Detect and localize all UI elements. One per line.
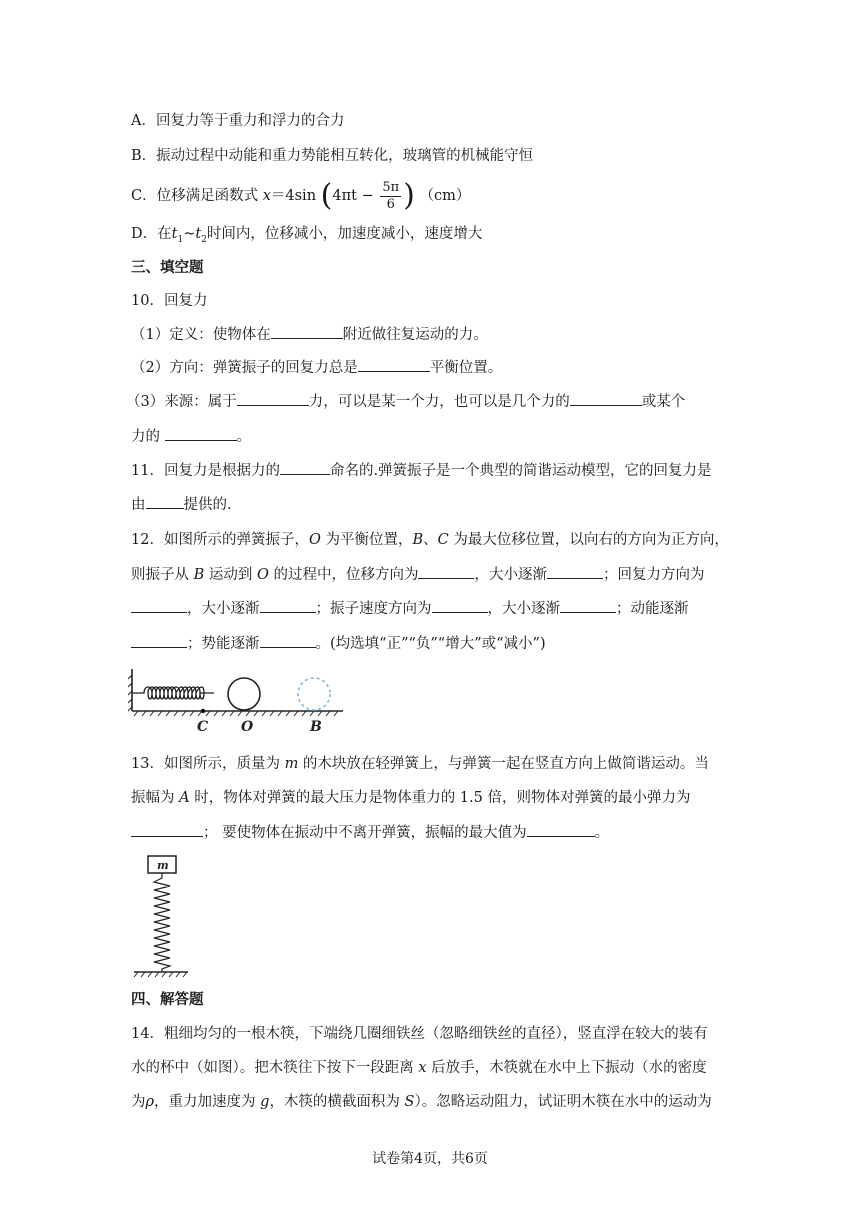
option-d-pre: D．在 [131, 226, 172, 242]
point-c [201, 709, 205, 713]
var-o: O [256, 567, 269, 583]
var-rho: ρ [145, 1094, 155, 1110]
option-d-post: 时间内，位移减小，加速度减小，速度增大 [206, 226, 483, 242]
q12-l4a: ；势能逐渐 [187, 636, 260, 652]
option-c-eq: ＝4sin [270, 188, 317, 204]
q12-l3a: ，大小逐渐 [187, 601, 260, 617]
q10-line2 [131, 357, 502, 378]
q10-l4a: 力的 [131, 429, 165, 445]
var-x: x [418, 1060, 427, 1076]
q10-l1a: （1）定义：使物体在 [131, 327, 271, 343]
answer-blank[interactable] [418, 564, 474, 579]
answer-blank[interactable] [131, 598, 187, 613]
option-a: A．回复力等于重力和浮力的合力 [131, 113, 345, 129]
q12-l3b: ；振子速度方向为 [315, 601, 432, 617]
q11-l1a: 11．回复力是根据力的 [131, 463, 280, 479]
q14-l3c: ，木筷的横截面积为 [269, 1094, 405, 1110]
q12-l2a: 则振子从 [131, 567, 194, 583]
q10-line1 [131, 324, 488, 345]
q14-l2a: 水的杯中（如图）。把木筷往下按下一段距离 [131, 1060, 419, 1076]
answer-blank[interactable] [237, 391, 309, 406]
q12-l2e: ；回复力方向为 [602, 567, 705, 583]
var-x: x [262, 188, 271, 204]
vertical-spring-figure [128, 852, 194, 980]
sub-2: 2 [201, 234, 207, 245]
vertical-spring [154, 873, 170, 972]
answer-blank[interactable] [527, 822, 595, 837]
label-c: C [197, 719, 209, 735]
answer-blank[interactable] [271, 324, 343, 339]
answer-blank[interactable] [260, 633, 316, 648]
answer-blank[interactable] [131, 822, 203, 837]
tilde: ~ [183, 226, 196, 242]
q14-line3 [131, 1092, 712, 1112]
q11-line2 [131, 494, 232, 515]
q12-line2 [131, 564, 704, 585]
q10-l2b: 平衡位置。 [429, 360, 503, 376]
q10-l3b: 力，可以是某一个力，也可以是几个力的 [308, 394, 570, 410]
q13-l1b: 的木块放在轻弹簧上，与弹簧一起在竖直方向上做简谐运动。当 [298, 756, 709, 772]
q12-l2c: 的过程中，位移方向为 [268, 567, 419, 583]
q12-text: 为平衡位置， [320, 532, 413, 548]
q10-l3a: （3）来源：属于 [126, 394, 237, 410]
var-s: S [404, 1094, 415, 1110]
q10-l3c: 或某个 [641, 394, 686, 410]
q14-line1: 14．粗细均匀的一根木筷，下端绕几圈细铁丝（忽略细铁丝的直径），竖直浮在较大的装有 [131, 1026, 708, 1042]
label-m: m [157, 859, 169, 872]
q10-title: 10．回复力 [131, 293, 208, 309]
var-b: B [412, 532, 424, 548]
option-c [131, 178, 470, 214]
ball [228, 678, 260, 710]
answer-blank[interactable] [432, 598, 488, 613]
page-footer: 试卷第4页，共6页 [372, 1151, 488, 1167]
option-c-prefix: C．位移满足函数式 [131, 188, 259, 204]
answer-blank[interactable] [547, 564, 603, 579]
var-c: C [437, 532, 449, 548]
q12-l2d: ，大小逐渐 [474, 567, 547, 583]
answer-blank[interactable] [570, 391, 642, 406]
var-t1: t [171, 226, 178, 242]
answer-blank[interactable] [146, 494, 184, 509]
q10-line4 [131, 426, 251, 447]
answer-blank[interactable] [165, 426, 237, 441]
q13-l3a: ； 要使物体在振动中不离开弹簧，振幅的最大值为 [203, 825, 527, 841]
q12-l2b: 运动到 [204, 567, 257, 583]
q11-l2a: 由 [131, 497, 146, 513]
q10-l2a: （2）方向：弹簧振子的回复力总是 [131, 360, 358, 376]
ball-max-displacement [298, 678, 330, 710]
var-m: m [284, 756, 299, 772]
var-b: B [193, 567, 205, 583]
var-a: A [179, 790, 190, 806]
left-paren: ( [320, 178, 333, 213]
q12-line1 [131, 530, 729, 550]
fraction-numerator: 5π [382, 179, 400, 195]
q12-line3 [131, 598, 689, 619]
q13-line2 [131, 788, 690, 808]
answer-blank[interactable] [260, 598, 316, 613]
q13-l3b: 。 [594, 825, 610, 841]
section-fill-in: 三、填空题 [131, 259, 204, 276]
option-b: B．振动过程中动能和重力势能相互转化，玻璃管的机械能守恒 [131, 148, 534, 164]
q13-l2a: 振幅为 [131, 790, 180, 806]
q12-text: 、 [423, 532, 438, 548]
label-b: B [310, 719, 322, 735]
var-g: g [260, 1094, 270, 1110]
label-o: O [241, 719, 254, 735]
var-o: O [308, 532, 321, 548]
q12-text: 12．如图所示的弹簧振子， [131, 532, 309, 548]
fraction-5pi-6 [380, 180, 401, 213]
q14-line2 [131, 1058, 707, 1078]
q13-line3 [131, 822, 609, 843]
q12-l3c: ，大小逐渐 [487, 601, 560, 617]
answer-blank[interactable] [560, 598, 616, 613]
section-answer: 四、解答题 [131, 991, 204, 1008]
answer-blank[interactable] [280, 460, 330, 475]
spring [132, 687, 214, 699]
q14-l3b: ，重力加速度为 [154, 1094, 261, 1110]
q12-text: 为最大位移位置，以向右的方向为正方向， [448, 532, 729, 548]
q11-line1 [131, 460, 712, 481]
q10-line3 [126, 391, 685, 412]
sub-1: 1 [177, 234, 184, 245]
q12-line4 [131, 633, 546, 654]
option-c-unit: （cm） [419, 188, 471, 204]
q11-l1b: 命名的.弹簧振子是一个典型的简谐运动模型，它的回复力是 [329, 463, 712, 479]
answer-blank[interactable] [358, 357, 430, 372]
q14-l3a: 为 [131, 1094, 146, 1110]
spring-oscillator-figure [128, 667, 348, 735]
right-paren: ) [403, 178, 415, 213]
q11-l2b: 提供的. [183, 497, 232, 513]
var-t2: t [195, 226, 202, 242]
q13-l2b: 时，物体对弹簧的最大压力是物体重力的 1.5 倍，则物体对弹簧的最小弹力为 [189, 790, 691, 806]
answer-blank[interactable] [131, 633, 187, 648]
q12-l4b: 。(均选填“正”“负”“增大”或“减小”) [315, 636, 546, 652]
q13-line1 [131, 754, 709, 774]
option-c-inner: 4πt − [332, 188, 374, 204]
q10-l4b: 。 [236, 429, 252, 445]
q13-l1a: 13．如图所示，质量为 [131, 756, 285, 772]
q14-l2b: 后放手，木筷就在水中上下振动（水的密度 [426, 1060, 707, 1076]
q14-l3d: ）。忽略运动阻力，试证明木筷在水中的运动为 [414, 1094, 712, 1110]
q12-l3d: ；动能逐渐 [616, 601, 689, 617]
q10-l1b: 附近做往复运动的力。 [342, 327, 488, 343]
fraction-denominator: 6 [386, 196, 395, 212]
option-d [131, 224, 482, 250]
